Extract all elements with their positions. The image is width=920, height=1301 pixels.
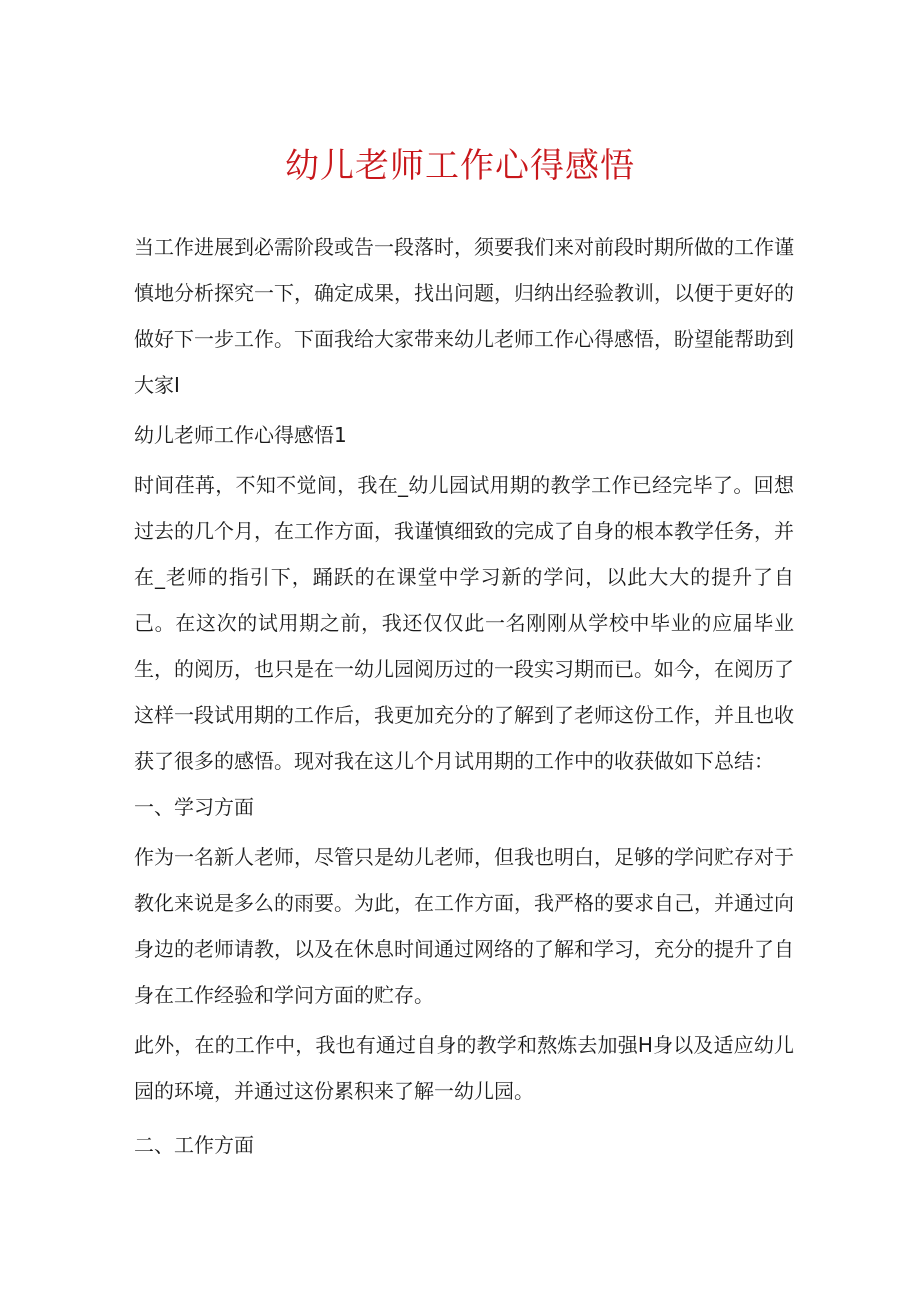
study-paragraph-2: 此外，在的工作中，我也有通过自身的教学和熬炼去加强H身以及适应幼儿园的环境，并通过这份累积来了解一幼儿园。: [134, 1033, 794, 1103]
subheading-study: 一、学习方面: [134, 795, 254, 819]
study-paragraph-1: 作为一名新人老师，尽管只是幼儿老师，但我也明白，足够的学问贮存对于教化来说是多么的雨要。为此，在工作方面，我严格的要求自己，并通过向身边的老师请教，以及在休息时间通过网络的了解和学习，充分的提升了自身在工作经验和学问方面的贮存。: [134, 845, 794, 1007]
section-paragraph: 时间荏苒，不知不觉间，我在_幼儿园试用期的教学工作已经完毕了。回想过去的几个月，在工作方面，我谨慎细致的完成了自身的根本教学任务，并在_老师的指引下，踊跃的在课堂中学习新的学问，以此大大的提升了自己。在这次的试用期之前，我还仅仅此一名刚刚从学校中毕业的应届毕业生，的阅历，也只是在一幼儿园阅历过的一段实习期而已。如今，在阅历了这样一段试用期的工作后，我更加充分的了解到了老师这份工作，并且也收获了很多的感悟。现对我在这儿个月试用期的工作中的收获做如下总结：: [134, 473, 794, 773]
intro-paragraph: 当工作进展到必需阶段或告一段落时，须要我们来对前段时期所做的工作谨慎地分析探究一下，确定成果，找出问题，归纳出经验教训，以便于更好的做好下一步工作。下面我给大家带来幼儿老师工作心得感悟，盼望能帮助到大家I: [134, 235, 794, 397]
section-title: 幼儿老师工作心得感悟1: [134, 423, 347, 447]
document-title: 幼儿老师工作心得感悟: [285, 146, 635, 186]
subheading-work: 二、工作方面: [134, 1133, 254, 1157]
document-body: [134, 224, 794, 1168]
